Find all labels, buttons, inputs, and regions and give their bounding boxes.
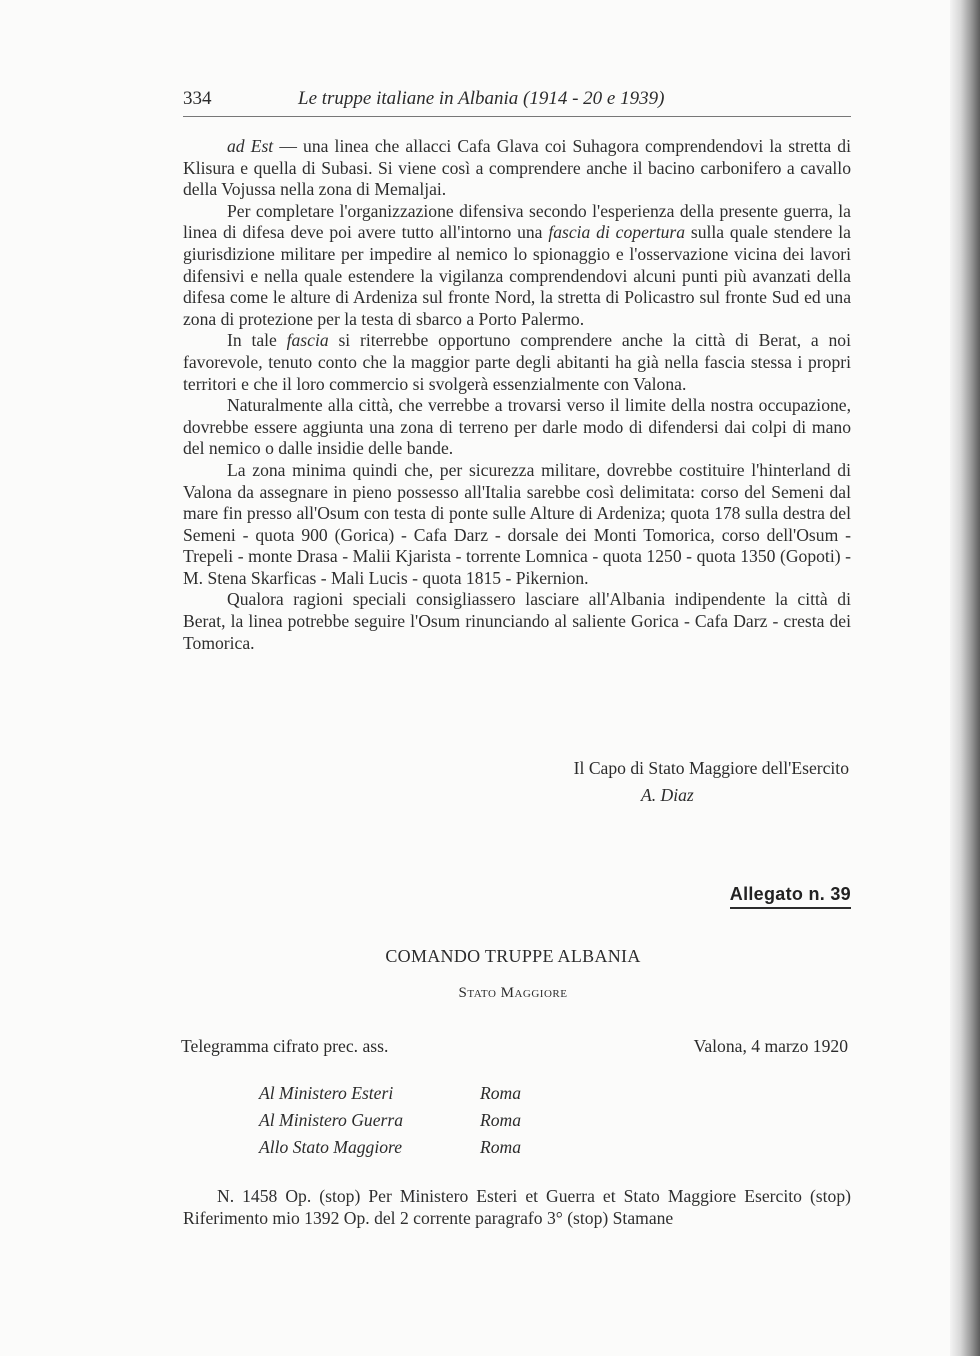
recipient-city: Roma xyxy=(480,1110,522,1130)
telegram-type: Telegramma cifrato prec. ass. xyxy=(181,1036,389,1056)
letter-body xyxy=(183,136,851,654)
paragraph-4: Naturalmente alla città, che verrebbe a trovarsi verso il limite della nostra occupazione, dovrebbe essere aggiunta una zona di terreno per darle modo di difendersi dai colpi di mano del nemico o dalle insidie delle bande. xyxy=(183,395,851,459)
page-header xyxy=(183,84,851,117)
paragraph-6: Qualora ragioni speciali consigliassero lasciare all'Albania indipendente la città di Berat, la linea potrebbe seguire l'Osum rinunciando al saliente Gorica - Cafa Darz - cresta dei Tomorica. xyxy=(183,589,851,653)
paragraph-2-term: fascia di copertura xyxy=(548,222,686,243)
paragraph-3 xyxy=(183,330,851,395)
signatory-name: A. Diaz xyxy=(641,785,694,805)
telegram-place-date: Valona, 4 marzo 1920 xyxy=(693,1036,848,1056)
paragraph-2-text-a: Per completare l'organizzazione difensiva secondo l'esperienza della presente guerra, la linea di difesa deve poi avere tutto all'intorno una xyxy=(183,200,851,243)
telegram-text xyxy=(183,1186,851,1229)
paragraph-5: La zona minima quindi che, per sicurezza militare, dovrebbe costituire l'hinterland di Valona da assegnare in pieno possesso all'Italia sarebbe così delimitata: corso del Semeni dal mare fin presso all'Osum con testa di ponte sulle Alture di Ardeniza; quota 178 sulla destra del Semeni - quota 900 (Gorica) - Cafa Darz - dorsale dei Monti Tomorica, corso dell'Osum - Trepeli - monte Drasa - Malii Kjarista - torrente Lomnica - quota 1250 - quota 1350 (Gopoti) - M. Stena Skarficas - Mali Lucis - quota 1815 - Pikernion. xyxy=(183,459,851,588)
paragraph-2 xyxy=(183,201,851,331)
recipient-city: Roma xyxy=(480,1083,522,1103)
book-binding-edge xyxy=(950,0,980,1356)
page-number: 334 xyxy=(183,88,212,109)
command-heading: COMANDO TRUPPE ALBANIA xyxy=(385,946,641,966)
paragraph-1 xyxy=(183,136,851,201)
annex-label: Allegato n. 39 xyxy=(730,884,851,909)
paragraph-1-text: — una linea che allacci Cafa Glava coi Suhagora comprendendovi la stretta di Klisura e quella di Subasi. Si viene così a comprendere anche il bacino carbonifero a cavallo della Vojussa nella zona di Memaljai. xyxy=(183,136,851,200)
paragraph-3-term: fascia xyxy=(286,330,329,351)
recipient-city: Roma xyxy=(480,1137,522,1157)
paragraph-2-text-b: sulla quale stendere la giurisdizione militare per impedire al nemico lo spionaggio e l'osservazione vicina dei lavori difensivi e nella quale estendere la vigilanza comprendendovi alcuni punti più avanzati della difesa come le alture di Ardeniza sul fronte Nord, la stretta di Policastro sul fronte Sud ed una zona di protezione per la testa di sbarco a Porto Palermo. xyxy=(183,222,851,329)
paragraph-1-lead: ad Est xyxy=(227,136,274,156)
paragraph-3-text-a: In tale xyxy=(227,330,287,351)
recipient-name: Al Ministero Esteri xyxy=(259,1083,394,1103)
running-title: Le truppe italiane in Albania (1914 - 20 e 1939) xyxy=(298,88,665,109)
recipient-name: Allo Stato Maggiore xyxy=(259,1137,403,1157)
telegram-paragraph: N. 1458 Op. (stop) Per Ministero Esteri et Guerra et Stato Maggiore Esercito (stop) Riferimento mio 1392 Op. del 2 corrente paragrafo 3° (stop) Stamane xyxy=(183,1186,851,1228)
office-heading: Stato Maggiore xyxy=(458,985,568,1001)
paragraph-3-text-b: si riterrebbe opportuno comprendere anche la città di Berat, a noi favorevole, tenuto conto che la maggior parte degli abitanti ha già nella fascia stessa i propri territori e che il loro commercio si svolgerà essenzialmente con Valona. xyxy=(183,330,851,394)
signatory-title: Il Capo di Stato Maggiore dell'Esercito xyxy=(573,758,849,778)
recipient-name: Al Ministero Guerra xyxy=(259,1110,403,1130)
